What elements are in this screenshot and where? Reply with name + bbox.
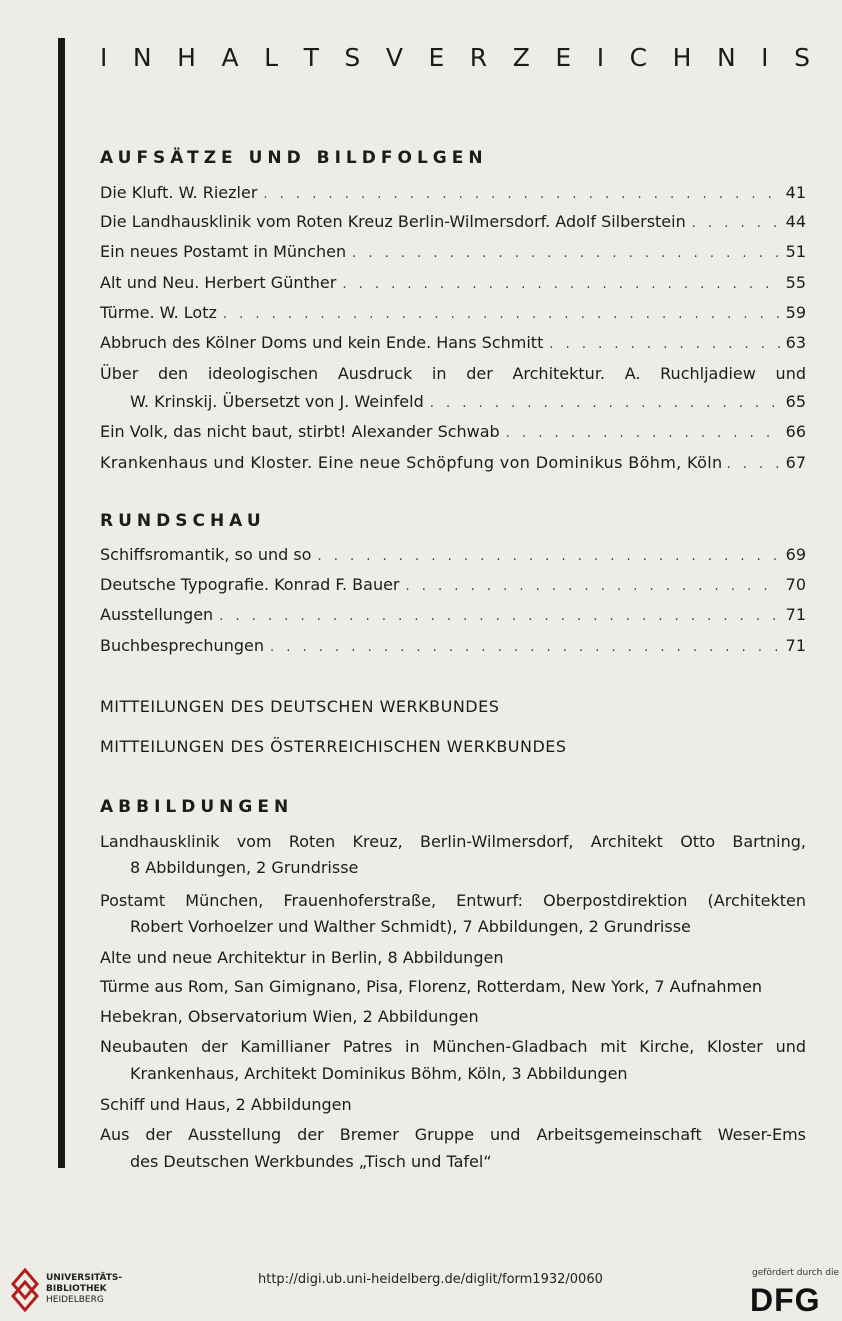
mitteilungen-oesterreich[interactable]: MITTEILUNGEN DES ÖSTERREICHISCHEN WERKBUNDES [100,737,567,756]
toc-entry-page: 65 [785,392,806,411]
toc-entry[interactable] [100,330,806,356]
abbildung-line: Landhausklinik vom Roten Kreuz, Berlin-Wilmersdorf, Architekt Otto Bartning, [100,832,806,851]
leader-dots [219,604,779,628]
leader-dots [692,211,780,235]
toc-entry-title-line1[interactable]: Über den ideologischen Ausdruck in der Architektur. A. Ruchljadiew und [100,364,806,383]
abbildung-line: Krankenhaus, Architekt Dominikus Böhm, Köln, 3 Abbildungen [130,1064,628,1083]
toc-entry-page: 55 [785,273,806,292]
toc-entry-page: 66 [785,422,806,441]
title-letter: L [264,43,279,72]
toc-entry-page: 67 [785,453,806,472]
abbildung-line: des Deutschen Werkbundes „Tisch und Tafel“ [130,1152,492,1171]
abbildung-line: 8 Abbildungen, 2 Grundrisse [130,858,359,877]
abbildung-line: Hebekran, Observatorium Wien, 2 Abbildungen [100,1007,479,1026]
toc-entry-title-line2: W. Krinskij. Übersetzt von J. Weinfeld [130,392,424,411]
mitteilungen-deutsch[interactable]: MITTEILUNGEN DES DEUTSCHEN WERKBUNDES [100,697,500,716]
title-letter: T [303,43,319,72]
leader-dots [223,302,780,326]
page-title [100,40,810,76]
title-letter: C [629,43,648,72]
abbildung-line: Postamt München, Frauenhoferstraße, Entwurf: Oberpostdirektion (Architekten [100,891,806,910]
title-letter: V [385,43,403,72]
toc-entry-page: 70 [785,575,806,594]
toc-entry-page: 71 [785,605,806,624]
abbildung-line: Aus der Ausstellung der Bremer Gruppe und Arbeitsgemeinschaft Weser-Ems [100,1125,806,1144]
title-letter: R [469,43,488,72]
toc-entry[interactable] [100,633,806,659]
toc-entry[interactable] [100,180,806,206]
toc-entry-title: Ein Volk, das nicht baut, stirbt! Alexander Schwab [100,422,500,441]
heading-aufsaetze: AUFSÄTZE UND BILDFOLGEN [100,148,488,168]
toc-entry-title: Buchbesprechungen [100,636,264,655]
title-letter: E [428,43,445,72]
leader-dots [270,635,780,659]
toc-entry[interactable] [100,209,806,235]
leader-dots [506,421,780,445]
abbildung-line: Robert Vorhoelzer und Walther Schmidt), 7 Abbildungen, 2 Grundrisse [130,917,691,936]
abbildung-line: Schiff und Haus, 2 Abbildungen [100,1095,352,1114]
dfg-logo: DFG [750,1282,821,1318]
leader-dots [549,332,779,356]
title-letter: A [221,43,239,72]
toc-entry-title: Ein neues Postamt in München [100,242,347,261]
toc-entry-title: Türme. W. Lotz [100,303,217,322]
toc-entry-title: Alt und Neu. Herbert Günther [100,273,337,292]
toc-entry[interactable] [100,450,806,476]
toc-entry-title: Schiffsromantik, so und so [100,545,312,564]
leader-dots [727,452,782,476]
toc-entry-page: 63 [785,333,806,352]
toc-entry[interactable] [100,239,806,265]
library-line1: UNIVERSITÄTS- [46,1273,123,1283]
title-letter: N [716,43,736,72]
leader-dots [263,182,779,206]
toc-entry-title: Die Landhausklinik vom Roten Kreuz Berlin-Wilmersdorf. Adolf Silberstein [100,212,686,231]
toc-entry[interactable] [100,300,806,326]
toc-entry[interactable] [100,572,806,598]
heading-rundschau: RUNDSCHAU [100,511,266,531]
toc-entry-title: Deutsche Typografie. Konrad F. Bauer [100,575,400,594]
leader-dots [317,544,779,568]
toc-entry[interactable] [100,419,806,445]
toc-entry[interactable] [100,270,806,296]
leader-dots [352,241,780,265]
toc-entry-page: 44 [785,212,806,231]
library-name [46,1273,122,1306]
source-url-link[interactable]: http://digi.ub.uni-heidelberg.de/diglit/form1932/0060 [258,1272,603,1287]
abbildung-line: Neubauten der Kamillianer Patres in München-Gladbach mit Kirche, Kloster und [100,1037,806,1056]
toc-entry-title: Die Kluft. W. Riezler [100,183,258,202]
toc-entry[interactable] [100,542,806,568]
toc-entry-title: Abbruch des Kölner Doms und kein Ende. Hans Schmitt [100,333,544,352]
leader-dots [430,391,780,415]
title-letter: I [596,43,605,72]
library-line2: BIBLIOTHEK [46,1284,107,1294]
title-letter: E [555,43,572,72]
toc-entry[interactable] [100,602,806,628]
title-letter: I [761,43,769,72]
toc-entry-page: 41 [785,183,806,202]
leader-dots [342,272,779,296]
title-letter: H [672,43,692,72]
title-letter: I [100,43,108,72]
margin-bar [58,38,65,1168]
library-line3: HEIDELBERG [46,1295,104,1305]
funding-note: gefördert durch die [752,1268,839,1278]
toc-entry-page: 69 [785,545,806,564]
toc-entry-page: 59 [785,303,806,322]
leader-dots [406,574,780,598]
toc-entry[interactable] [130,389,806,415]
abbildung-line: Alte und neue Architektur in Berlin, 8 Abbildungen [100,948,504,967]
university-logo-icon [10,1268,40,1312]
toc-entry-page: 71 [785,636,806,655]
toc-entry-page: 51 [785,242,806,261]
title-letter: Z [512,43,530,72]
title-letter: S [794,43,810,72]
heading-abbildungen: ABBILDUNGEN [100,797,294,817]
title-letter: N [132,43,152,72]
toc-entry-title: Krankenhaus und Kloster. Eine neue Schöpfung von Dominikus Böhm, Köln [100,453,723,472]
title-letter: H [177,43,196,72]
title-letter: S [344,43,361,72]
toc-entry-title: Ausstellungen [100,605,214,624]
abbildung-line: Türme aus Rom, San Gimignano, Pisa, Florenz, Rotterdam, New York, 7 Aufnahmen [100,977,763,996]
